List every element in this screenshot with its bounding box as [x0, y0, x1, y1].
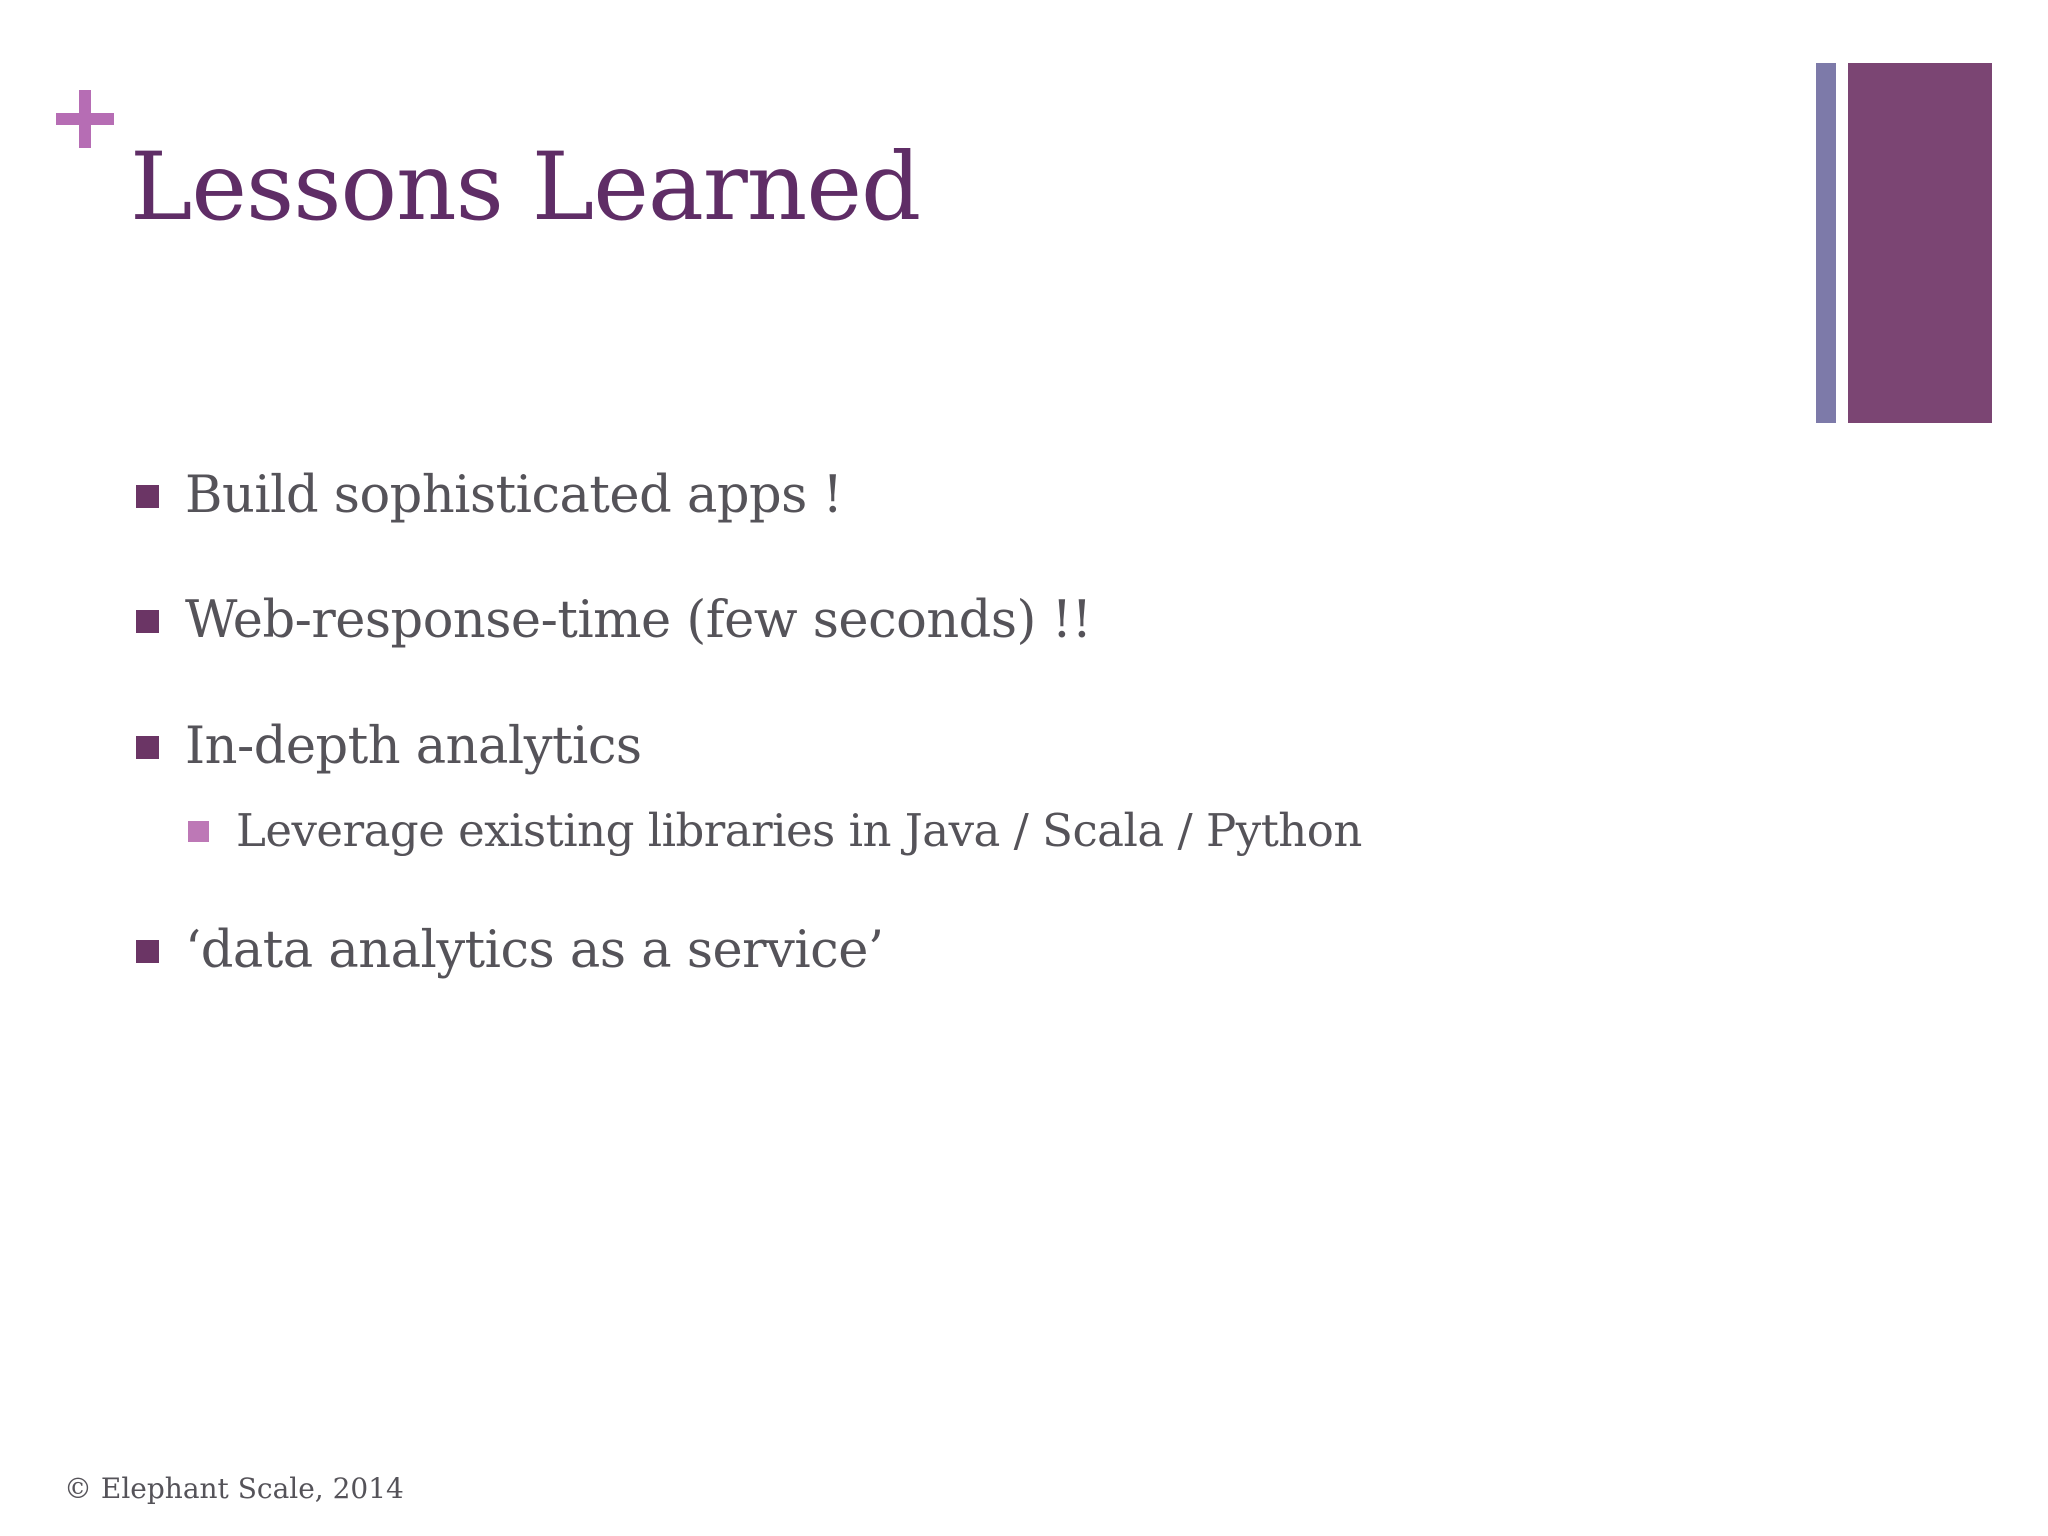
- copyright-footer: © Elephant Scale, 2014: [64, 1472, 404, 1505]
- square-bullet-icon: [136, 736, 159, 759]
- bullet-item: [136, 911, 884, 991]
- bullet-item: [136, 581, 1092, 661]
- square-sub-bullet-icon: [188, 821, 209, 842]
- bullet-item: [136, 456, 843, 536]
- sub-bullet-text: Leverage existing libraries in Java / Scala / Python: [236, 804, 1362, 857]
- bullet-text: ‘data analytics as a service’: [185, 921, 884, 980]
- plus-icon: [56, 90, 114, 148]
- decorative-bar-thin: [1816, 63, 1836, 423]
- bullet-text: Build sophisticated apps !: [185, 466, 843, 525]
- square-bullet-icon: [136, 610, 159, 633]
- bullet-text: Web-response-time (few seconds) !!: [185, 591, 1092, 650]
- sub-bullet-item: [188, 796, 1362, 866]
- square-bullet-icon: [136, 940, 159, 963]
- bullet-item: [136, 707, 642, 787]
- bullet-text: In-depth analytics: [185, 717, 642, 776]
- decorative-bar-thick: [1848, 63, 1992, 423]
- slide-title: Lessons Learned: [130, 133, 921, 242]
- square-bullet-icon: [136, 485, 159, 508]
